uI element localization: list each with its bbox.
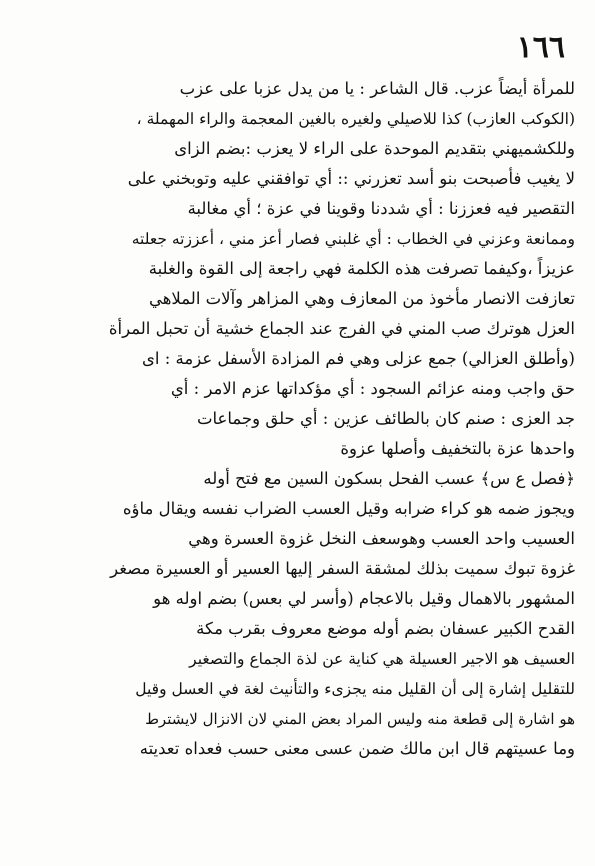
section-heading-line: ﴿فصل ع س﴾ عسب الفحل بسكون السين مع فتح أوله — [203, 469, 575, 488]
text-line: غزوة تبوك سميت بذلك لمشقة السفر إليها العسير أو العسيرة مصغر — [110, 559, 575, 578]
body-text — [30, 74, 575, 764]
text-line: وللكشميهني بتقديم الموحدة على الراء لا يعزب :بضم الزاى — [174, 139, 575, 158]
text-line: التقصير فيه فعززنا : أي شددنا وقوينا في عزة ؛ أي مغالبة — [187, 199, 575, 218]
text-line: هو اشارة إلى قطعة منه وليس المراد بعض المني لان الانزال لايشترط — [145, 710, 575, 728]
text-line: (الكوكب العازب) كذا للاصيلي ولغيره بالغين المعجمة والراء المهملة ، — [136, 110, 575, 128]
text-line: جد العزى : صنم كان بالطائف عزين : أي حلق وجماعات — [196, 409, 575, 428]
text-line: واحدها عزة بالتخفيف وأصلها عزوة — [340, 439, 575, 458]
text-line: العسيب واحد العسب وهوسعف النخل غزوة العسرة وهي — [188, 529, 575, 548]
page-number: ١٦٦ — [516, 30, 565, 65]
text-line: وما عسيتهم قال ابن مالك ضمن عسى معنى حسب فعداه تعديته — [139, 739, 575, 758]
text-line: المشهور بالاهمال وقيل بالاعجام (وأسر لي بعس) بضم اوله هو — [153, 589, 575, 608]
text-line: للمرأة أيضاً عزب. قال الشاعر : يا من يدل عزبا على عزب — [179, 79, 575, 98]
text-line: القدح الكبير عسفان بضم أوله موضع معروف بقرب مكة — [196, 619, 575, 638]
text-line: وممانعة وعزني في الخطاب : أي غلبني فصار أعز مني ، أعززته جعلته — [131, 230, 575, 248]
text-line: تعازفت الانصار مأخوذ من المعازف وهي المزاهر وآلات الملاهي — [148, 289, 575, 308]
text-line: للتقليل إشارة إلى أن القليل منه يجزىء والتأنيث لغة في العسل وقيل — [135, 680, 575, 698]
text-line: العسيف هو الاجير العسيلة هي كناية عن لذة الجماع والتصغير — [189, 650, 575, 668]
text-line: العزل هوترك صب المني في الفرج عند الجماع خشية أن تحبل المرأة — [108, 319, 575, 338]
text-line: لا يغيب فأصبحت بنو أسد تعزرني :: أي توافقني عليه وتوبخني على — [127, 169, 575, 188]
text-line: (وأطلق العزالي) جمع عزلى وهي فم المزادة الأسفل عزمة : اى — [142, 349, 575, 368]
text-line: ويجوز ضمه هو كراء ضرابه وقيل العسب الضراب نفسه ويقال ماؤه — [122, 499, 575, 518]
text-line: حق واجب ومنه عزائم السجود : أي مؤكداتها عزم الامر : أي — [170, 379, 575, 398]
text-line: عزيزاً ،وكيفما تصرفت هذه الكلمة فهي راجعة إلى القوة والغلبة — [148, 259, 575, 278]
